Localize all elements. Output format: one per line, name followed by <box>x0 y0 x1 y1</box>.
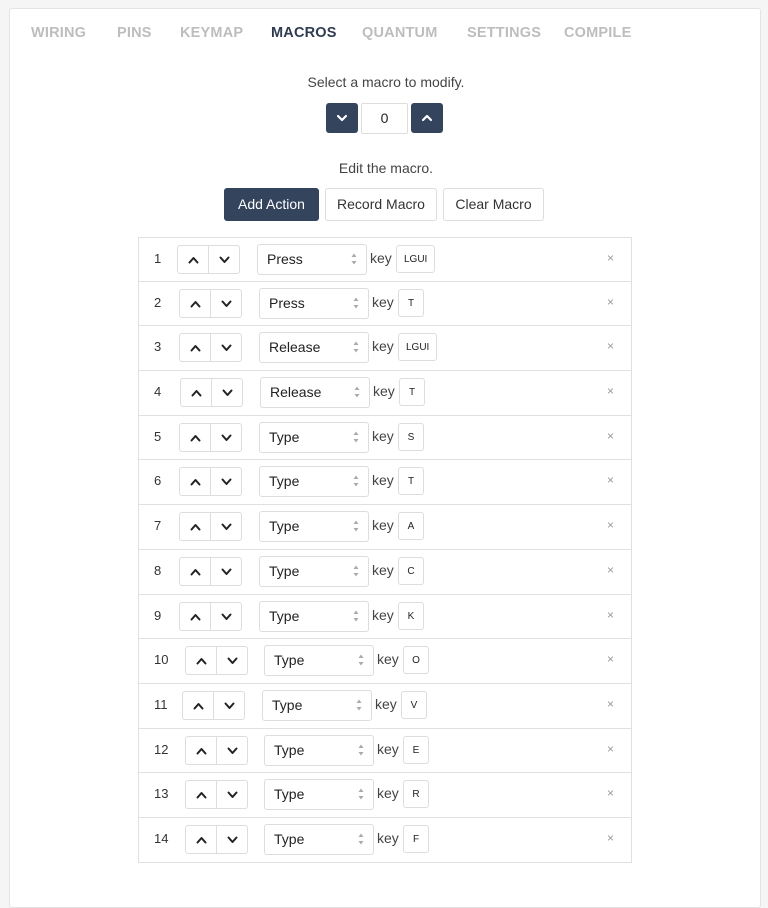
chevron-down-icon <box>221 613 232 621</box>
move-up-button[interactable] <box>180 424 211 451</box>
move-action-group <box>179 557 242 586</box>
move-action-group <box>179 512 242 541</box>
key-selector[interactable]: F <box>403 825 429 853</box>
key-selector[interactable]: S <box>398 423 424 451</box>
key-selector[interactable]: T <box>399 378 425 406</box>
remove-action-icon[interactable]: × <box>606 562 614 577</box>
select-arrows-icon <box>356 698 362 712</box>
action-type-value: Type <box>269 518 300 535</box>
remove-action-icon[interactable]: × <box>606 384 614 399</box>
action-type-value: Type <box>269 473 300 490</box>
action-type-value: Type <box>274 652 305 669</box>
macro-action-row <box>138 729 632 774</box>
select-arrows-icon <box>354 385 360 399</box>
select-arrows-icon <box>353 609 359 623</box>
chevron-down-icon <box>221 300 232 308</box>
move-action-group <box>185 825 248 854</box>
action-type-value: Press <box>267 251 303 267</box>
action-type-select[interactable] <box>259 511 369 542</box>
action-type-select[interactable] <box>262 690 372 721</box>
key-selector[interactable]: T <box>398 289 424 317</box>
remove-action-icon[interactable]: × <box>606 428 614 443</box>
action-index: 2 <box>154 294 162 310</box>
move-up-button[interactable] <box>180 334 211 361</box>
move-down-button[interactable] <box>211 558 242 585</box>
macro-action-row <box>138 684 632 729</box>
add-action-button[interactable]: Add Action <box>224 188 319 221</box>
key-label: key <box>377 740 399 757</box>
move-down-button[interactable] <box>214 692 245 719</box>
macro-action-row <box>138 773 632 818</box>
action-index: 9 <box>154 607 162 623</box>
chevron-down-icon <box>221 523 232 531</box>
key-selector[interactable]: LGUI <box>398 333 437 361</box>
key-label: key <box>372 517 394 534</box>
select-arrows-icon <box>358 653 364 667</box>
chevron-down-icon <box>221 478 232 486</box>
remove-action-icon[interactable]: × <box>606 830 614 845</box>
move-action-group <box>179 289 242 318</box>
action-index: 4 <box>154 384 162 400</box>
macro-action-list <box>138 237 632 863</box>
chevron-up-icon <box>196 747 207 755</box>
move-up-button[interactable] <box>180 290 211 317</box>
chevron-down-icon <box>222 389 233 397</box>
chevron-up-icon <box>190 434 201 442</box>
action-type-select[interactable] <box>259 466 369 497</box>
action-type-value: Type <box>274 830 305 847</box>
macro-action-row <box>138 460 632 505</box>
action-index: 3 <box>154 339 162 355</box>
move-up-button[interactable] <box>178 246 209 273</box>
action-type-select[interactable] <box>259 288 369 319</box>
remove-action-icon[interactable]: × <box>606 786 614 801</box>
macro-action-row <box>138 237 632 282</box>
move-action-group <box>179 423 242 452</box>
key-label: key <box>372 338 394 355</box>
move-up-button[interactable] <box>181 379 212 406</box>
key-label: key <box>377 651 399 668</box>
chevron-up-icon <box>190 613 201 621</box>
action-index: 6 <box>154 473 162 489</box>
select-arrows-icon <box>353 519 359 533</box>
key-selector[interactable]: LGUI <box>396 245 435 273</box>
action-type-value: Press <box>269 294 305 311</box>
action-type-value: Type <box>269 562 300 579</box>
key-selector[interactable]: T <box>398 467 424 495</box>
chevron-up-icon <box>196 791 207 799</box>
tab-keymap[interactable]: KEYMAP <box>180 25 244 41</box>
key-label: key <box>377 829 399 846</box>
chevron-down-icon <box>224 702 235 710</box>
action-type-value: Type <box>269 607 300 624</box>
tab-macros[interactable]: MACROS <box>271 25 337 41</box>
tab-bar <box>10 9 762 59</box>
move-action-group <box>185 736 248 765</box>
move-up-button[interactable] <box>180 513 211 540</box>
action-index: 13 <box>154 786 169 802</box>
macro-action-row <box>138 595 632 640</box>
macro-decrement-button[interactable] <box>326 103 358 133</box>
move-action-group <box>179 602 242 631</box>
key-selector[interactable]: A <box>398 512 424 540</box>
tab-pins[interactable]: PINS <box>117 25 152 41</box>
move-down-button[interactable] <box>211 468 242 495</box>
macro-action-row <box>138 505 632 550</box>
move-up-button[interactable] <box>183 692 214 719</box>
key-selector[interactable]: V <box>401 691 427 719</box>
action-type-value: Release <box>270 384 322 401</box>
select-arrows-icon <box>353 430 359 444</box>
action-index: 5 <box>154 428 162 444</box>
macro-increment-button[interactable] <box>411 103 443 133</box>
key-label: key <box>370 250 392 266</box>
move-action-group <box>180 378 243 407</box>
action-type-value: Type <box>274 741 305 758</box>
select-arrows-icon <box>353 564 359 578</box>
action-type-select[interactable] <box>260 377 370 408</box>
chevron-up-icon <box>190 523 201 531</box>
chevron-up-icon <box>193 702 204 710</box>
select-arrows-icon <box>353 340 359 354</box>
chevron-up-icon <box>196 657 207 665</box>
select-arrows-icon <box>351 252 357 266</box>
move-up-button[interactable] <box>186 826 217 853</box>
key-label: key <box>375 695 397 712</box>
move-up-button[interactable] <box>180 468 211 495</box>
remove-action-icon[interactable]: × <box>606 652 614 667</box>
remove-action-icon[interactable]: × <box>606 518 614 533</box>
remove-action-icon[interactable]: × <box>606 696 614 711</box>
move-down-button[interactable] <box>211 424 242 451</box>
move-down-button[interactable] <box>211 513 242 540</box>
action-type-select[interactable] <box>259 556 369 587</box>
select-arrows-icon <box>353 296 359 310</box>
action-type-select[interactable] <box>259 422 369 453</box>
move-down-button[interactable] <box>209 246 240 273</box>
tab-settings[interactable]: SETTINGS <box>467 25 542 41</box>
macro-action-row <box>138 371 632 416</box>
chevron-up-icon <box>196 836 207 844</box>
action-type-value: Type <box>269 428 300 445</box>
action-type-select[interactable] <box>259 332 369 363</box>
select-arrows-icon <box>358 832 364 846</box>
key-selector[interactable]: K <box>398 602 424 630</box>
move-action-group <box>185 780 248 809</box>
move-action-group <box>179 467 242 496</box>
move-action-group <box>182 691 245 720</box>
key-label: key <box>377 785 399 802</box>
chevron-down-icon <box>221 344 232 352</box>
move-up-button[interactable] <box>180 603 211 630</box>
chevron-down-icon <box>221 434 232 442</box>
action-type-select[interactable] <box>264 645 374 676</box>
action-index: 1 <box>154 251 162 266</box>
select-arrows-icon <box>358 787 364 801</box>
tab-compile[interactable]: COMPILE <box>564 25 632 41</box>
move-up-button[interactable] <box>186 781 217 808</box>
remove-action-icon[interactable]: × <box>606 607 614 622</box>
move-down-button[interactable] <box>217 647 248 674</box>
key-label: key <box>373 383 395 400</box>
move-up-button[interactable] <box>186 737 217 764</box>
select-arrows-icon <box>358 743 364 757</box>
macro-action-row <box>138 818 632 863</box>
action-index: 14 <box>154 830 169 846</box>
action-type-select[interactable] <box>264 824 374 855</box>
action-type-select[interactable] <box>264 779 374 810</box>
move-down-button[interactable] <box>211 603 242 630</box>
chevron-down-icon <box>336 112 348 124</box>
remove-action-icon[interactable]: × <box>606 251 614 265</box>
action-index: 10 <box>154 652 169 668</box>
action-type-select[interactable] <box>259 601 369 632</box>
chevron-up-icon <box>190 478 201 486</box>
macro-action-row <box>138 416 632 461</box>
move-down-button[interactable] <box>212 379 243 406</box>
key-label: key <box>372 427 394 444</box>
key-label: key <box>372 561 394 578</box>
move-down-button[interactable] <box>217 781 248 808</box>
move-action-group <box>179 333 242 362</box>
macro-action-row <box>138 639 632 684</box>
action-index: 12 <box>154 741 169 757</box>
key-label: key <box>372 606 394 623</box>
move-down-button[interactable] <box>217 737 248 764</box>
tab-quantum[interactable]: QUANTUM <box>362 25 438 41</box>
move-action-group <box>185 646 248 675</box>
action-type-select[interactable] <box>257 244 367 275</box>
key-selector[interactable]: O <box>403 646 429 674</box>
macro-action-row <box>138 550 632 595</box>
macro-select-prompt: Select a macro to modify. <box>307 74 465 90</box>
move-up-button[interactable] <box>180 558 211 585</box>
move-action-group <box>177 245 240 274</box>
chevron-down-icon <box>227 791 238 799</box>
remove-action-icon[interactable]: × <box>606 339 614 354</box>
action-index: 8 <box>154 562 162 578</box>
chevron-up-icon <box>421 112 433 124</box>
move-down-button[interactable] <box>211 334 242 361</box>
action-type-select[interactable] <box>264 735 374 766</box>
move-down-button[interactable] <box>211 290 242 317</box>
action-index: 11 <box>154 696 168 712</box>
action-type-value: Type <box>274 786 305 803</box>
macro-action-row <box>138 326 632 371</box>
chevron-down-icon <box>219 256 230 264</box>
action-type-value: Release <box>269 339 321 356</box>
record-macro-button[interactable]: Record Macro <box>325 188 437 221</box>
key-label: key <box>372 293 394 310</box>
chevron-up-icon <box>188 256 199 264</box>
edit-macro-prompt: Edit the macro. <box>338 160 434 176</box>
chevron-down-icon <box>221 568 232 576</box>
macros-panel <box>9 8 761 908</box>
tab-wiring[interactable]: WIRING <box>31 25 87 41</box>
key-label: key <box>372 472 394 489</box>
select-arrows-icon <box>353 474 359 488</box>
move-up-button[interactable] <box>186 647 217 674</box>
clear-macro-button[interactable]: Clear Macro <box>443 188 544 221</box>
key-selector[interactable]: E <box>403 736 429 764</box>
remove-action-icon[interactable]: × <box>606 741 614 756</box>
action-type-value: Type <box>272 696 303 713</box>
remove-action-icon[interactable]: × <box>606 294 614 309</box>
action-index: 7 <box>154 518 162 534</box>
chevron-down-icon <box>227 747 238 755</box>
chevron-up-icon <box>190 568 201 576</box>
move-down-button[interactable] <box>217 826 248 853</box>
key-selector[interactable]: C <box>398 557 424 585</box>
macro-number-input[interactable]: 0 <box>361 103 408 134</box>
macro-action-row <box>138 282 632 327</box>
remove-action-icon[interactable]: × <box>606 473 614 488</box>
key-selector[interactable]: R <box>403 780 429 808</box>
chevron-down-icon <box>227 836 238 844</box>
chevron-down-icon <box>227 657 238 665</box>
chevron-up-icon <box>190 300 201 308</box>
chevron-up-icon <box>191 389 202 397</box>
chevron-up-icon <box>190 344 201 352</box>
